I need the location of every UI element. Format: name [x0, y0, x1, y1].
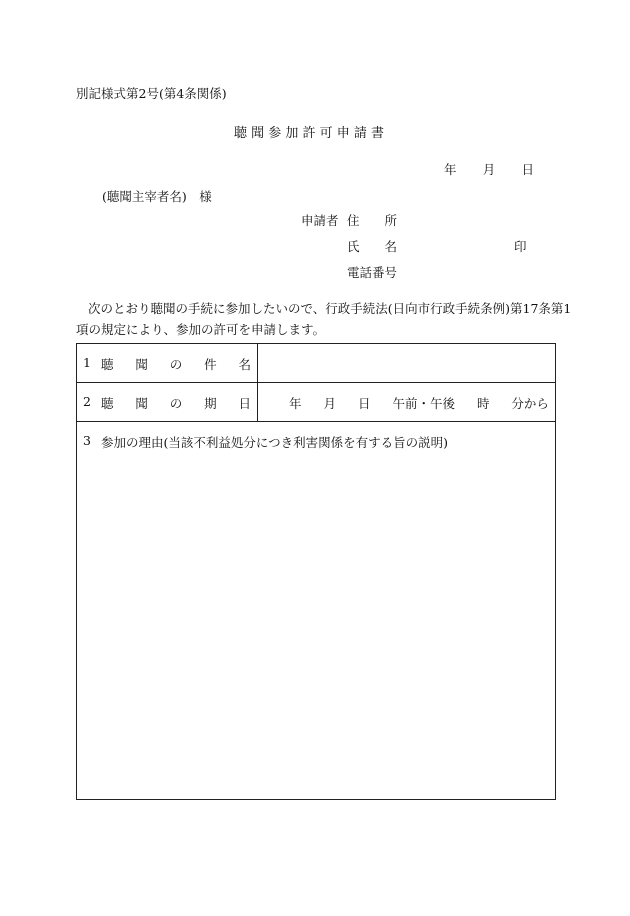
- body-paragraph: [76, 298, 571, 340]
- row2-number: 2: [83, 394, 91, 409]
- hearing-year-label: 年: [289, 396, 302, 411]
- form-number: 別記様式第2号(第4条関係): [76, 86, 227, 101]
- body-line-1: 次のとおり聴聞の手続に参加したいので、行政手続法(日向市行政手続条例)第17条第1: [88, 301, 572, 316]
- applicant-name-label: 氏 名: [347, 239, 398, 254]
- row2-label-char: 聞: [135, 396, 148, 411]
- hearing-hour-label: 時: [476, 396, 490, 411]
- hearing-minute-label: 分から: [511, 396, 549, 411]
- row-divider-2: [77, 421, 555, 422]
- date-line: [444, 160, 534, 178]
- row3-number: 3: [83, 433, 91, 448]
- hearing-ampm-label: 午前・午後: [392, 396, 455, 411]
- row-divider-1: [77, 382, 555, 383]
- participation-reason-field[interactable]: [77, 454, 555, 799]
- row1-label-char: 名: [238, 357, 251, 372]
- application-table: [76, 343, 556, 800]
- hearing-month-label: 月: [323, 396, 336, 411]
- date-month-label: 月: [482, 162, 496, 177]
- row3-label: 参加の理由(当該不利益処分につき利害関係を有する旨の説明): [101, 435, 449, 450]
- date-day-label: 日: [521, 162, 534, 177]
- row2-label: [101, 394, 251, 412]
- row1-label-char: 聴: [101, 357, 114, 372]
- applicant-address-label: 住 所: [347, 213, 398, 228]
- row1-label: [101, 355, 251, 373]
- applicant-label: 申請者: [301, 213, 339, 228]
- hearing-subject-field[interactable]: [258, 344, 555, 382]
- applicant-phone-label: 電話番号: [347, 265, 398, 280]
- row2-label-char: 聴: [101, 396, 114, 411]
- row1-label-char: の: [169, 357, 183, 372]
- body-line-2: 項の規定により、参加の許可を申請します。: [76, 322, 326, 337]
- seal-mark: 印: [514, 239, 527, 254]
- row1-label-char: 件: [204, 357, 217, 372]
- hearing-date-field[interactable]: [289, 394, 549, 412]
- row1-number: 1: [83, 355, 91, 370]
- row1-label-char: 聞: [135, 357, 148, 372]
- row2-label-char: 期: [204, 396, 217, 411]
- page-title: 聴 聞 参 加 許 可 申 請 書: [234, 126, 385, 141]
- row2-label-char: の: [169, 396, 183, 411]
- hearing-day-label: 日: [357, 396, 371, 411]
- addressee: (聴聞主宰者名) 様: [102, 189, 212, 204]
- row2-label-char: 日: [238, 396, 251, 411]
- date-year-label: 年: [444, 162, 457, 177]
